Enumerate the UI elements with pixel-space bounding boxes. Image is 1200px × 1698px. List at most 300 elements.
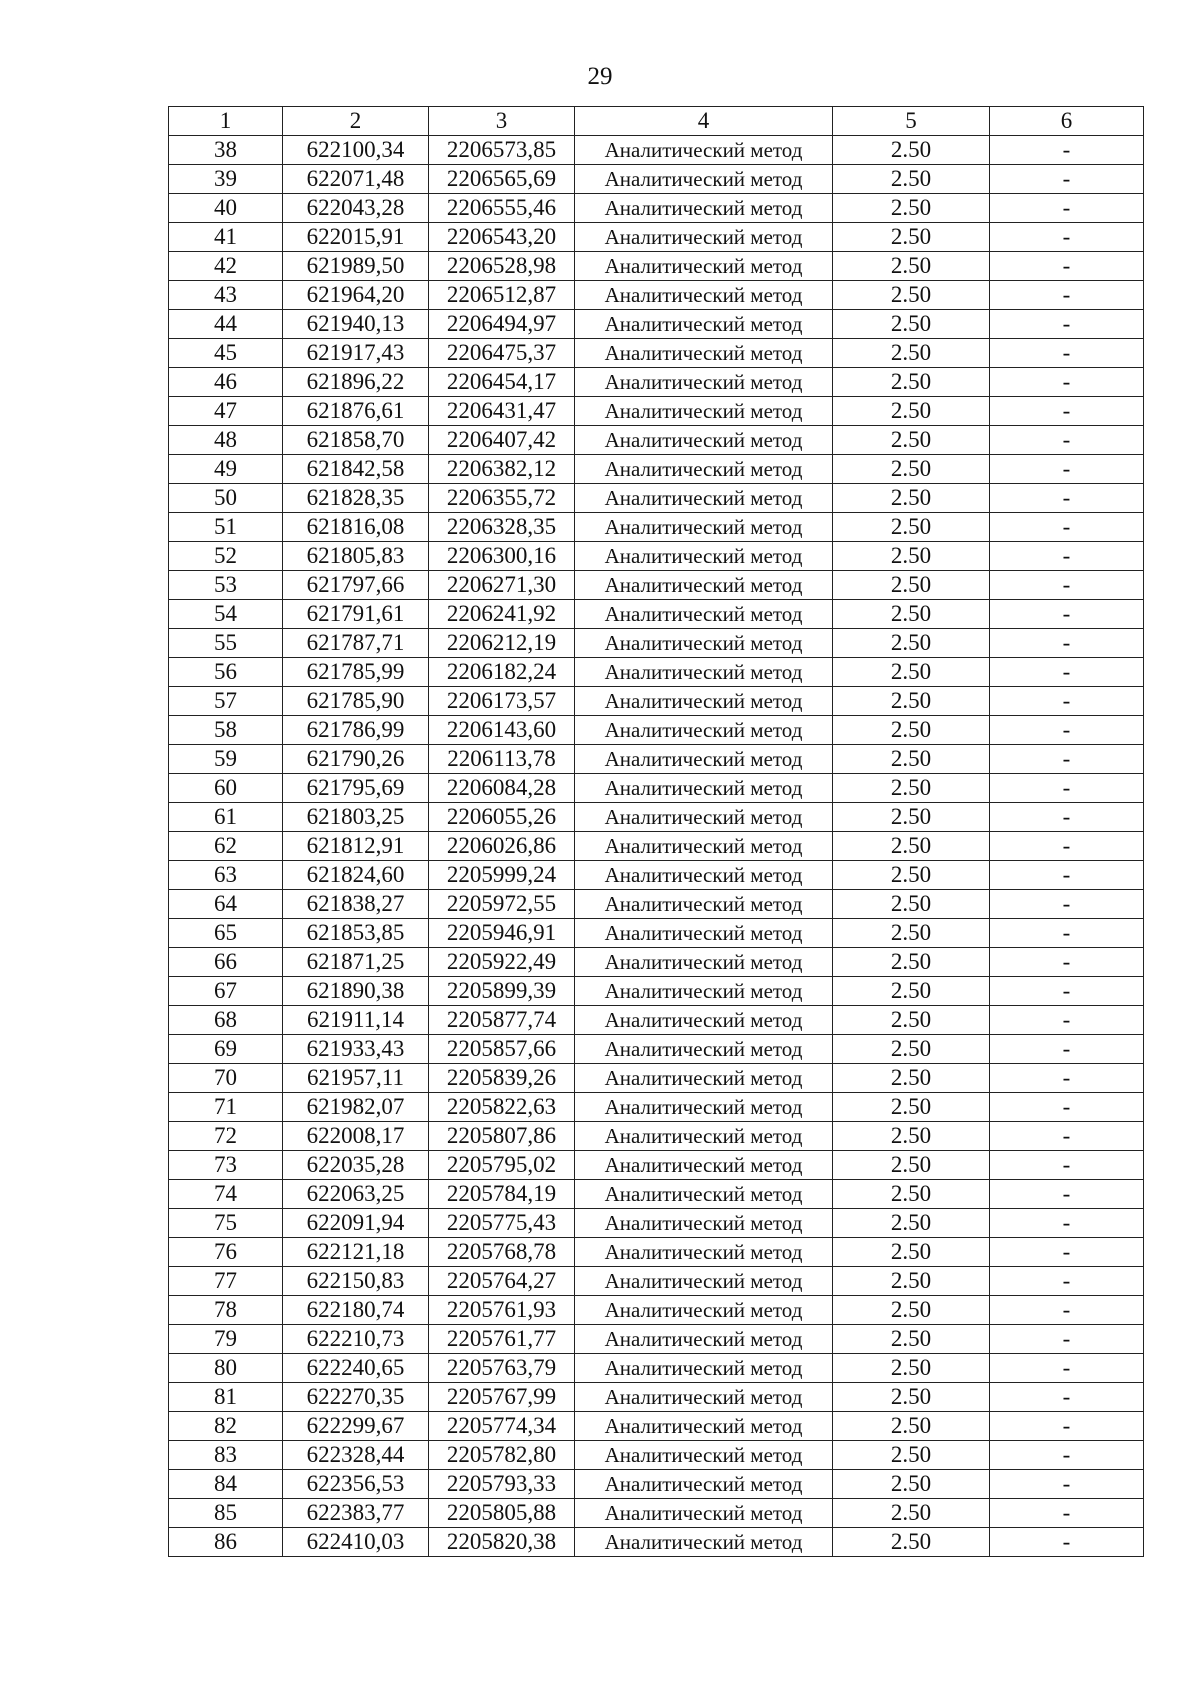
y-coordinate-cell: 2205999,24 bbox=[429, 861, 575, 890]
accuracy-cell: 2.50 bbox=[833, 339, 990, 368]
table-body bbox=[169, 107, 1144, 1557]
x-coordinate-cell: 621790,26 bbox=[283, 745, 429, 774]
y-coordinate-cell: 2205782,80 bbox=[429, 1441, 575, 1470]
y-coordinate-cell: 2206543,20 bbox=[429, 223, 575, 252]
point-number-cell: 74 bbox=[169, 1180, 283, 1209]
accuracy-cell: 2.50 bbox=[833, 1470, 990, 1499]
table-row bbox=[169, 542, 1144, 571]
method-cell: Аналитический метод bbox=[575, 745, 833, 774]
accuracy-cell: 2.50 bbox=[833, 368, 990, 397]
y-coordinate-cell: 2205922,49 bbox=[429, 948, 575, 977]
x-coordinate-cell: 621957,11 bbox=[283, 1064, 429, 1093]
table-row bbox=[169, 223, 1144, 252]
coordinates-table bbox=[168, 106, 1144, 1557]
point-number-cell: 56 bbox=[169, 658, 283, 687]
table-row bbox=[169, 890, 1144, 919]
x-coordinate-cell: 621805,83 bbox=[283, 542, 429, 571]
y-coordinate-cell: 2205805,88 bbox=[429, 1499, 575, 1528]
method-cell: Аналитический метод bbox=[575, 1325, 833, 1354]
note-cell: - bbox=[990, 484, 1144, 513]
accuracy-cell: 2.50 bbox=[833, 861, 990, 890]
x-coordinate-cell: 622240,65 bbox=[283, 1354, 429, 1383]
method-cell: Аналитический метод bbox=[575, 919, 833, 948]
table-row bbox=[169, 1441, 1144, 1470]
point-number-cell: 51 bbox=[169, 513, 283, 542]
note-cell: - bbox=[990, 832, 1144, 861]
note-cell: - bbox=[990, 310, 1144, 339]
column-header: 4 bbox=[575, 107, 833, 136]
note-cell: - bbox=[990, 1122, 1144, 1151]
method-cell: Аналитический метод bbox=[575, 1151, 833, 1180]
note-cell: - bbox=[990, 803, 1144, 832]
point-number-cell: 66 bbox=[169, 948, 283, 977]
x-coordinate-cell: 621828,35 bbox=[283, 484, 429, 513]
y-coordinate-cell: 2206143,60 bbox=[429, 716, 575, 745]
point-number-cell: 44 bbox=[169, 310, 283, 339]
table-row bbox=[169, 484, 1144, 513]
method-cell: Аналитический метод bbox=[575, 1383, 833, 1412]
accuracy-cell: 2.50 bbox=[833, 1412, 990, 1441]
accuracy-cell: 2.50 bbox=[833, 1151, 990, 1180]
note-cell: - bbox=[990, 1528, 1144, 1557]
method-cell: Аналитический метод bbox=[575, 165, 833, 194]
y-coordinate-cell: 2205767,99 bbox=[429, 1383, 575, 1412]
y-coordinate-cell: 2206271,30 bbox=[429, 571, 575, 600]
table-row bbox=[169, 716, 1144, 745]
point-number-cell: 62 bbox=[169, 832, 283, 861]
accuracy-cell: 2.50 bbox=[833, 542, 990, 571]
y-coordinate-cell: 2205820,38 bbox=[429, 1528, 575, 1557]
point-number-cell: 83 bbox=[169, 1441, 283, 1470]
accuracy-cell: 2.50 bbox=[833, 803, 990, 832]
note-cell: - bbox=[990, 745, 1144, 774]
note-cell: - bbox=[990, 136, 1144, 165]
y-coordinate-cell: 2206084,28 bbox=[429, 774, 575, 803]
note-cell: - bbox=[990, 397, 1144, 426]
x-coordinate-cell: 621824,60 bbox=[283, 861, 429, 890]
y-coordinate-cell: 2206528,98 bbox=[429, 252, 575, 281]
method-cell: Аналитический метод bbox=[575, 1354, 833, 1383]
point-number-cell: 42 bbox=[169, 252, 283, 281]
y-coordinate-cell: 2205775,43 bbox=[429, 1209, 575, 1238]
x-coordinate-cell: 621842,58 bbox=[283, 455, 429, 484]
method-cell: Аналитический метод bbox=[575, 426, 833, 455]
note-cell: - bbox=[990, 455, 1144, 484]
x-coordinate-cell: 621785,90 bbox=[283, 687, 429, 716]
x-coordinate-cell: 622299,67 bbox=[283, 1412, 429, 1441]
point-number-cell: 39 bbox=[169, 165, 283, 194]
x-coordinate-cell: 621933,43 bbox=[283, 1035, 429, 1064]
accuracy-cell: 2.50 bbox=[833, 1528, 990, 1557]
table-row bbox=[169, 1499, 1144, 1528]
x-coordinate-cell: 621803,25 bbox=[283, 803, 429, 832]
note-cell: - bbox=[990, 1296, 1144, 1325]
method-cell: Аналитический метод bbox=[575, 252, 833, 281]
note-cell: - bbox=[990, 1354, 1144, 1383]
table-row bbox=[169, 252, 1144, 281]
table-row bbox=[169, 339, 1144, 368]
table-row bbox=[169, 368, 1144, 397]
point-number-cell: 53 bbox=[169, 571, 283, 600]
y-coordinate-cell: 2206328,35 bbox=[429, 513, 575, 542]
column-header: 5 bbox=[833, 107, 990, 136]
x-coordinate-cell: 622008,17 bbox=[283, 1122, 429, 1151]
method-cell: Аналитический метод bbox=[575, 397, 833, 426]
y-coordinate-cell: 2205839,26 bbox=[429, 1064, 575, 1093]
method-cell: Аналитический метод bbox=[575, 1035, 833, 1064]
table-row bbox=[169, 919, 1144, 948]
note-cell: - bbox=[990, 1035, 1144, 1064]
point-number-cell: 81 bbox=[169, 1383, 283, 1412]
table-row bbox=[169, 600, 1144, 629]
table-row bbox=[169, 1151, 1144, 1180]
point-number-cell: 48 bbox=[169, 426, 283, 455]
method-cell: Аналитический метод bbox=[575, 310, 833, 339]
y-coordinate-cell: 2206454,17 bbox=[429, 368, 575, 397]
note-cell: - bbox=[990, 658, 1144, 687]
note-cell: - bbox=[990, 716, 1144, 745]
column-header: 3 bbox=[429, 107, 575, 136]
y-coordinate-cell: 2205946,91 bbox=[429, 919, 575, 948]
y-coordinate-cell: 2206382,12 bbox=[429, 455, 575, 484]
point-number-cell: 55 bbox=[169, 629, 283, 658]
accuracy-cell: 2.50 bbox=[833, 1354, 990, 1383]
accuracy-cell: 2.50 bbox=[833, 426, 990, 455]
accuracy-cell: 2.50 bbox=[833, 513, 990, 542]
table-row bbox=[169, 803, 1144, 832]
method-cell: Аналитический метод bbox=[575, 1064, 833, 1093]
table-row bbox=[169, 1325, 1144, 1354]
point-number-cell: 50 bbox=[169, 484, 283, 513]
x-coordinate-cell: 622091,94 bbox=[283, 1209, 429, 1238]
method-cell: Аналитический метод bbox=[575, 571, 833, 600]
point-number-cell: 80 bbox=[169, 1354, 283, 1383]
page-number: 29 bbox=[587, 63, 613, 90]
note-cell: - bbox=[990, 977, 1144, 1006]
table-header-row bbox=[169, 107, 1144, 136]
accuracy-cell: 2.50 bbox=[833, 310, 990, 339]
x-coordinate-cell: 621795,69 bbox=[283, 774, 429, 803]
note-cell: - bbox=[990, 368, 1144, 397]
method-cell: Аналитический метод bbox=[575, 281, 833, 310]
method-cell: Аналитический метод bbox=[575, 1180, 833, 1209]
table-row bbox=[169, 1064, 1144, 1093]
point-number-cell: 68 bbox=[169, 1006, 283, 1035]
y-coordinate-cell: 2206555,46 bbox=[429, 194, 575, 223]
accuracy-cell: 2.50 bbox=[833, 774, 990, 803]
y-coordinate-cell: 2205763,79 bbox=[429, 1354, 575, 1383]
y-coordinate-cell: 2205795,02 bbox=[429, 1151, 575, 1180]
method-cell: Аналитический метод bbox=[575, 1267, 833, 1296]
note-cell: - bbox=[990, 1383, 1144, 1412]
method-cell: Аналитический метод bbox=[575, 890, 833, 919]
method-cell: Аналитический метод bbox=[575, 1209, 833, 1238]
point-number-cell: 38 bbox=[169, 136, 283, 165]
y-coordinate-cell: 2205877,74 bbox=[429, 1006, 575, 1035]
table-row bbox=[169, 1093, 1144, 1122]
table-row bbox=[169, 977, 1144, 1006]
accuracy-cell: 2.50 bbox=[833, 281, 990, 310]
accuracy-cell: 2.50 bbox=[833, 571, 990, 600]
point-number-cell: 73 bbox=[169, 1151, 283, 1180]
note-cell: - bbox=[990, 1151, 1144, 1180]
note-cell: - bbox=[990, 948, 1144, 977]
method-cell: Аналитический метод bbox=[575, 861, 833, 890]
table-row bbox=[169, 1180, 1144, 1209]
y-coordinate-cell: 2205768,78 bbox=[429, 1238, 575, 1267]
note-cell: - bbox=[990, 1006, 1144, 1035]
note-cell: - bbox=[990, 165, 1144, 194]
point-number-cell: 65 bbox=[169, 919, 283, 948]
x-coordinate-cell: 622180,74 bbox=[283, 1296, 429, 1325]
x-coordinate-cell: 621853,85 bbox=[283, 919, 429, 948]
y-coordinate-cell: 2206475,37 bbox=[429, 339, 575, 368]
accuracy-cell: 2.50 bbox=[833, 832, 990, 861]
table-row bbox=[169, 397, 1144, 426]
note-cell: - bbox=[990, 281, 1144, 310]
x-coordinate-cell: 621812,91 bbox=[283, 832, 429, 861]
point-number-cell: 84 bbox=[169, 1470, 283, 1499]
x-coordinate-cell: 621964,20 bbox=[283, 281, 429, 310]
x-coordinate-cell: 621982,07 bbox=[283, 1093, 429, 1122]
accuracy-cell: 2.50 bbox=[833, 252, 990, 281]
point-number-cell: 75 bbox=[169, 1209, 283, 1238]
note-cell: - bbox=[990, 542, 1144, 571]
table-row bbox=[169, 571, 1144, 600]
point-number-cell: 47 bbox=[169, 397, 283, 426]
note-cell: - bbox=[990, 1499, 1144, 1528]
table-row bbox=[169, 745, 1144, 774]
table-row bbox=[169, 426, 1144, 455]
x-coordinate-cell: 621791,61 bbox=[283, 600, 429, 629]
method-cell: Аналитический метод bbox=[575, 1006, 833, 1035]
accuracy-cell: 2.50 bbox=[833, 136, 990, 165]
point-number-cell: 57 bbox=[169, 687, 283, 716]
note-cell: - bbox=[990, 687, 1144, 716]
x-coordinate-cell: 622328,44 bbox=[283, 1441, 429, 1470]
note-cell: - bbox=[990, 571, 1144, 600]
x-coordinate-cell: 621797,66 bbox=[283, 571, 429, 600]
x-coordinate-cell: 622210,73 bbox=[283, 1325, 429, 1354]
table-row bbox=[169, 1296, 1144, 1325]
point-number-cell: 59 bbox=[169, 745, 283, 774]
accuracy-cell: 2.50 bbox=[833, 1180, 990, 1209]
table-row bbox=[169, 1267, 1144, 1296]
note-cell: - bbox=[990, 1064, 1144, 1093]
y-coordinate-cell: 2205793,33 bbox=[429, 1470, 575, 1499]
table-row bbox=[169, 455, 1144, 484]
note-cell: - bbox=[990, 1093, 1144, 1122]
x-coordinate-cell: 621786,99 bbox=[283, 716, 429, 745]
table-row bbox=[169, 832, 1144, 861]
accuracy-cell: 2.50 bbox=[833, 1296, 990, 1325]
point-number-cell: 79 bbox=[169, 1325, 283, 1354]
y-coordinate-cell: 2206407,42 bbox=[429, 426, 575, 455]
table-row bbox=[169, 1122, 1144, 1151]
point-number-cell: 86 bbox=[169, 1528, 283, 1557]
column-header: 1 bbox=[169, 107, 283, 136]
y-coordinate-cell: 2205857,66 bbox=[429, 1035, 575, 1064]
y-coordinate-cell: 2206494,97 bbox=[429, 310, 575, 339]
note-cell: - bbox=[990, 194, 1144, 223]
column-header: 6 bbox=[990, 107, 1144, 136]
y-coordinate-cell: 2206173,57 bbox=[429, 687, 575, 716]
x-coordinate-cell: 622100,34 bbox=[283, 136, 429, 165]
table-row bbox=[169, 687, 1144, 716]
accuracy-cell: 2.50 bbox=[833, 600, 990, 629]
x-coordinate-cell: 621911,14 bbox=[283, 1006, 429, 1035]
y-coordinate-cell: 2205764,27 bbox=[429, 1267, 575, 1296]
x-coordinate-cell: 622015,91 bbox=[283, 223, 429, 252]
y-coordinate-cell: 2205761,93 bbox=[429, 1296, 575, 1325]
x-coordinate-cell: 621896,22 bbox=[283, 368, 429, 397]
method-cell: Аналитический метод bbox=[575, 484, 833, 513]
x-coordinate-cell: 621917,43 bbox=[283, 339, 429, 368]
table-row bbox=[169, 1209, 1144, 1238]
method-cell: Аналитический метод bbox=[575, 948, 833, 977]
accuracy-cell: 2.50 bbox=[833, 1006, 990, 1035]
y-coordinate-cell: 2206355,72 bbox=[429, 484, 575, 513]
method-cell: Аналитический метод bbox=[575, 1528, 833, 1557]
method-cell: Аналитический метод bbox=[575, 774, 833, 803]
point-number-cell: 77 bbox=[169, 1267, 283, 1296]
method-cell: Аналитический метод bbox=[575, 1499, 833, 1528]
point-number-cell: 46 bbox=[169, 368, 283, 397]
method-cell: Аналитический метод bbox=[575, 832, 833, 861]
accuracy-cell: 2.50 bbox=[833, 716, 990, 745]
table-row bbox=[169, 513, 1144, 542]
column-header: 2 bbox=[283, 107, 429, 136]
y-coordinate-cell: 2206300,16 bbox=[429, 542, 575, 571]
x-coordinate-cell: 621785,99 bbox=[283, 658, 429, 687]
accuracy-cell: 2.50 bbox=[833, 1238, 990, 1267]
accuracy-cell: 2.50 bbox=[833, 194, 990, 223]
y-coordinate-cell: 2206431,47 bbox=[429, 397, 575, 426]
method-cell: Аналитический метод bbox=[575, 513, 833, 542]
method-cell: Аналитический метод bbox=[575, 368, 833, 397]
accuracy-cell: 2.50 bbox=[833, 165, 990, 194]
accuracy-cell: 2.50 bbox=[833, 1441, 990, 1470]
point-number-cell: 69 bbox=[169, 1035, 283, 1064]
point-number-cell: 52 bbox=[169, 542, 283, 571]
note-cell: - bbox=[990, 600, 1144, 629]
method-cell: Аналитический метод bbox=[575, 1093, 833, 1122]
point-number-cell: 61 bbox=[169, 803, 283, 832]
x-coordinate-cell: 621890,38 bbox=[283, 977, 429, 1006]
table-row bbox=[169, 629, 1144, 658]
x-coordinate-cell: 622071,48 bbox=[283, 165, 429, 194]
y-coordinate-cell: 2205784,19 bbox=[429, 1180, 575, 1209]
table-row bbox=[169, 1035, 1144, 1064]
table-row bbox=[169, 1383, 1144, 1412]
accuracy-cell: 2.50 bbox=[833, 977, 990, 1006]
accuracy-cell: 2.50 bbox=[833, 629, 990, 658]
note-cell: - bbox=[990, 1441, 1144, 1470]
method-cell: Аналитический метод bbox=[575, 455, 833, 484]
x-coordinate-cell: 621787,71 bbox=[283, 629, 429, 658]
method-cell: Аналитический метод bbox=[575, 339, 833, 368]
table-row bbox=[169, 281, 1144, 310]
y-coordinate-cell: 2205972,55 bbox=[429, 890, 575, 919]
point-number-cell: 43 bbox=[169, 281, 283, 310]
y-coordinate-cell: 2206055,26 bbox=[429, 803, 575, 832]
y-coordinate-cell: 2205774,34 bbox=[429, 1412, 575, 1441]
note-cell: - bbox=[990, 339, 1144, 368]
y-coordinate-cell: 2206212,19 bbox=[429, 629, 575, 658]
point-number-cell: 76 bbox=[169, 1238, 283, 1267]
note-cell: - bbox=[990, 1412, 1144, 1441]
point-number-cell: 71 bbox=[169, 1093, 283, 1122]
y-coordinate-cell: 2206512,87 bbox=[429, 281, 575, 310]
point-number-cell: 58 bbox=[169, 716, 283, 745]
x-coordinate-cell: 622121,18 bbox=[283, 1238, 429, 1267]
note-cell: - bbox=[990, 861, 1144, 890]
accuracy-cell: 2.50 bbox=[833, 1122, 990, 1151]
note-cell: - bbox=[990, 629, 1144, 658]
accuracy-cell: 2.50 bbox=[833, 484, 990, 513]
note-cell: - bbox=[990, 426, 1144, 455]
point-number-cell: 49 bbox=[169, 455, 283, 484]
point-number-cell: 40 bbox=[169, 194, 283, 223]
table-row bbox=[169, 774, 1144, 803]
method-cell: Аналитический метод bbox=[575, 658, 833, 687]
note-cell: - bbox=[990, 1267, 1144, 1296]
x-coordinate-cell: 622383,77 bbox=[283, 1499, 429, 1528]
accuracy-cell: 2.50 bbox=[833, 687, 990, 716]
table-row bbox=[169, 136, 1144, 165]
y-coordinate-cell: 2206241,92 bbox=[429, 600, 575, 629]
method-cell: Аналитический метод bbox=[575, 1122, 833, 1151]
table-row bbox=[169, 310, 1144, 339]
method-cell: Аналитический метод bbox=[575, 1412, 833, 1441]
note-cell: - bbox=[990, 890, 1144, 919]
table-row bbox=[169, 1412, 1144, 1441]
x-coordinate-cell: 621858,70 bbox=[283, 426, 429, 455]
point-number-cell: 64 bbox=[169, 890, 283, 919]
table-row bbox=[169, 194, 1144, 223]
method-cell: Аналитический метод bbox=[575, 1296, 833, 1325]
x-coordinate-cell: 621876,61 bbox=[283, 397, 429, 426]
method-cell: Аналитический метод bbox=[575, 803, 833, 832]
x-coordinate-cell: 621989,50 bbox=[283, 252, 429, 281]
accuracy-cell: 2.50 bbox=[833, 1093, 990, 1122]
point-number-cell: 63 bbox=[169, 861, 283, 890]
y-coordinate-cell: 2206026,86 bbox=[429, 832, 575, 861]
accuracy-cell: 2.50 bbox=[833, 397, 990, 426]
note-cell: - bbox=[990, 252, 1144, 281]
x-coordinate-cell: 621871,25 bbox=[283, 948, 429, 977]
accuracy-cell: 2.50 bbox=[833, 1499, 990, 1528]
y-coordinate-cell: 2205899,39 bbox=[429, 977, 575, 1006]
point-number-cell: 82 bbox=[169, 1412, 283, 1441]
point-number-cell: 54 bbox=[169, 600, 283, 629]
x-coordinate-cell: 622035,28 bbox=[283, 1151, 429, 1180]
method-cell: Аналитический метод bbox=[575, 629, 833, 658]
note-cell: - bbox=[990, 513, 1144, 542]
table-row bbox=[169, 1354, 1144, 1383]
accuracy-cell: 2.50 bbox=[833, 658, 990, 687]
y-coordinate-cell: 2206113,78 bbox=[429, 745, 575, 774]
x-coordinate-cell: 622150,83 bbox=[283, 1267, 429, 1296]
accuracy-cell: 2.50 bbox=[833, 223, 990, 252]
point-number-cell: 78 bbox=[169, 1296, 283, 1325]
accuracy-cell: 2.50 bbox=[833, 455, 990, 484]
method-cell: Аналитический метод bbox=[575, 223, 833, 252]
table-row bbox=[169, 165, 1144, 194]
note-cell: - bbox=[990, 1209, 1144, 1238]
table-row bbox=[169, 1528, 1144, 1557]
method-cell: Аналитический метод bbox=[575, 977, 833, 1006]
